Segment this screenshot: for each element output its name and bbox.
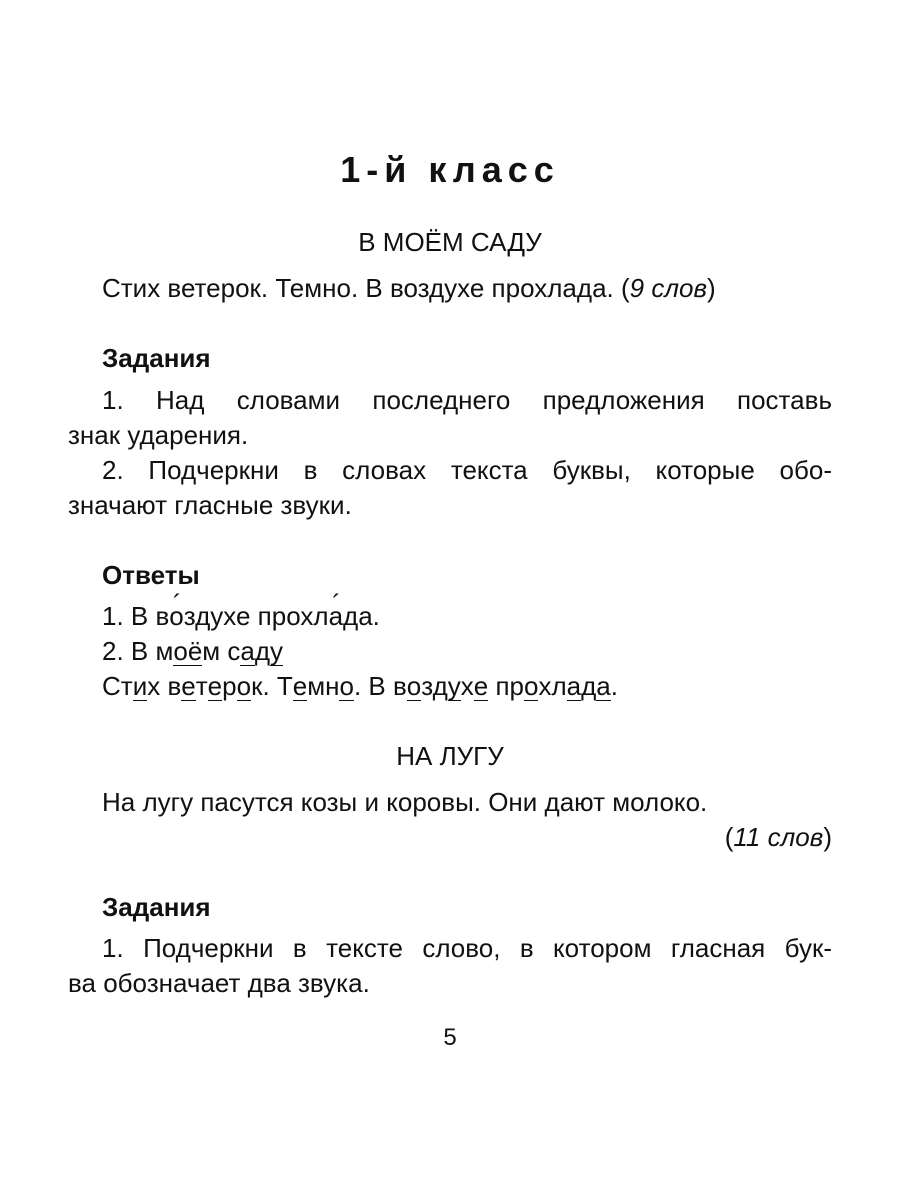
- section-2-title: НА ЛУГУ: [396, 741, 504, 771]
- section-2-task-1-line-1: 1. Подчеркни в тексте слово, в котором гласная бук-: [102, 933, 832, 963]
- section-2-text: На лугу пасутся козы и коровы. Они дают молоко.: [102, 787, 708, 817]
- section-1-task-2-line-1: 2. Подчеркни в словах текста буквы, которые обо-: [102, 455, 832, 485]
- underlined-vowel: о: [173, 636, 188, 666]
- underlined-vowel: е: [207, 671, 223, 701]
- underlined-vowel: е: [181, 671, 196, 701]
- section-2-task-1-line-2: ва обозначает два звука.: [68, 968, 370, 998]
- underlined-vowel: о: [339, 671, 354, 701]
- underlined-vowel: у: [270, 636, 284, 666]
- section-1-task-1-line-2: знак ударения.: [68, 420, 249, 450]
- section-1-tasks-heading: Задания: [102, 343, 211, 373]
- page-title: 1-й класс: [340, 149, 560, 190]
- section-1-answer-1: 1. В в´ оздухе прохл´ ада.: [102, 600, 380, 632]
- section-2-word-count: 11 слов: [733, 822, 824, 852]
- section-1-text: Стих ветерок. Темно. В воздухе прохлада. (9 слов): [102, 273, 716, 303]
- stressed-vowel: ´ о: [169, 600, 183, 632]
- section-1-task-1-line-1: 1. Над словами последнего предложения поставь: [102, 385, 832, 415]
- section-2-word-count-line: (11 слов): [724, 822, 832, 852]
- page-number: 5: [443, 1024, 457, 1051]
- underlined-vowel: а: [240, 636, 255, 666]
- stressed-vowel: ´ а: [329, 600, 343, 632]
- underlined-vowel: о: [236, 671, 252, 701]
- section-2-tasks-heading: Задания: [102, 892, 211, 922]
- section-1-task-2-line-2: значают гласные звуки.: [68, 490, 352, 520]
- section-1-word-count: 9 слов: [629, 273, 708, 303]
- section-1-text-body: Стих ветерок. Темно. В воздухе прохлада.: [102, 273, 614, 303]
- underlined-vowel: е: [473, 671, 489, 701]
- section-1-answer-2: 2. В моём саду: [102, 636, 284, 666]
- section-1-answer-3: Стих ветерок. Темно. В воздухе прохлада.: [102, 671, 618, 701]
- underlined-vowel: е: [292, 671, 308, 701]
- underlined-vowel: о: [524, 671, 539, 701]
- section-1-title: В МОЁМ САДУ: [358, 227, 542, 257]
- underlined-vowel: о: [406, 671, 422, 701]
- underlined-vowel: у: [447, 671, 461, 701]
- section-1-answers-heading: Ответы: [102, 560, 200, 590]
- underlined-vowel: ё: [187, 636, 203, 666]
- underlined-vowel: а: [596, 671, 611, 701]
- underlined-vowel: и: [132, 671, 148, 701]
- underlined-vowel: а: [566, 671, 582, 701]
